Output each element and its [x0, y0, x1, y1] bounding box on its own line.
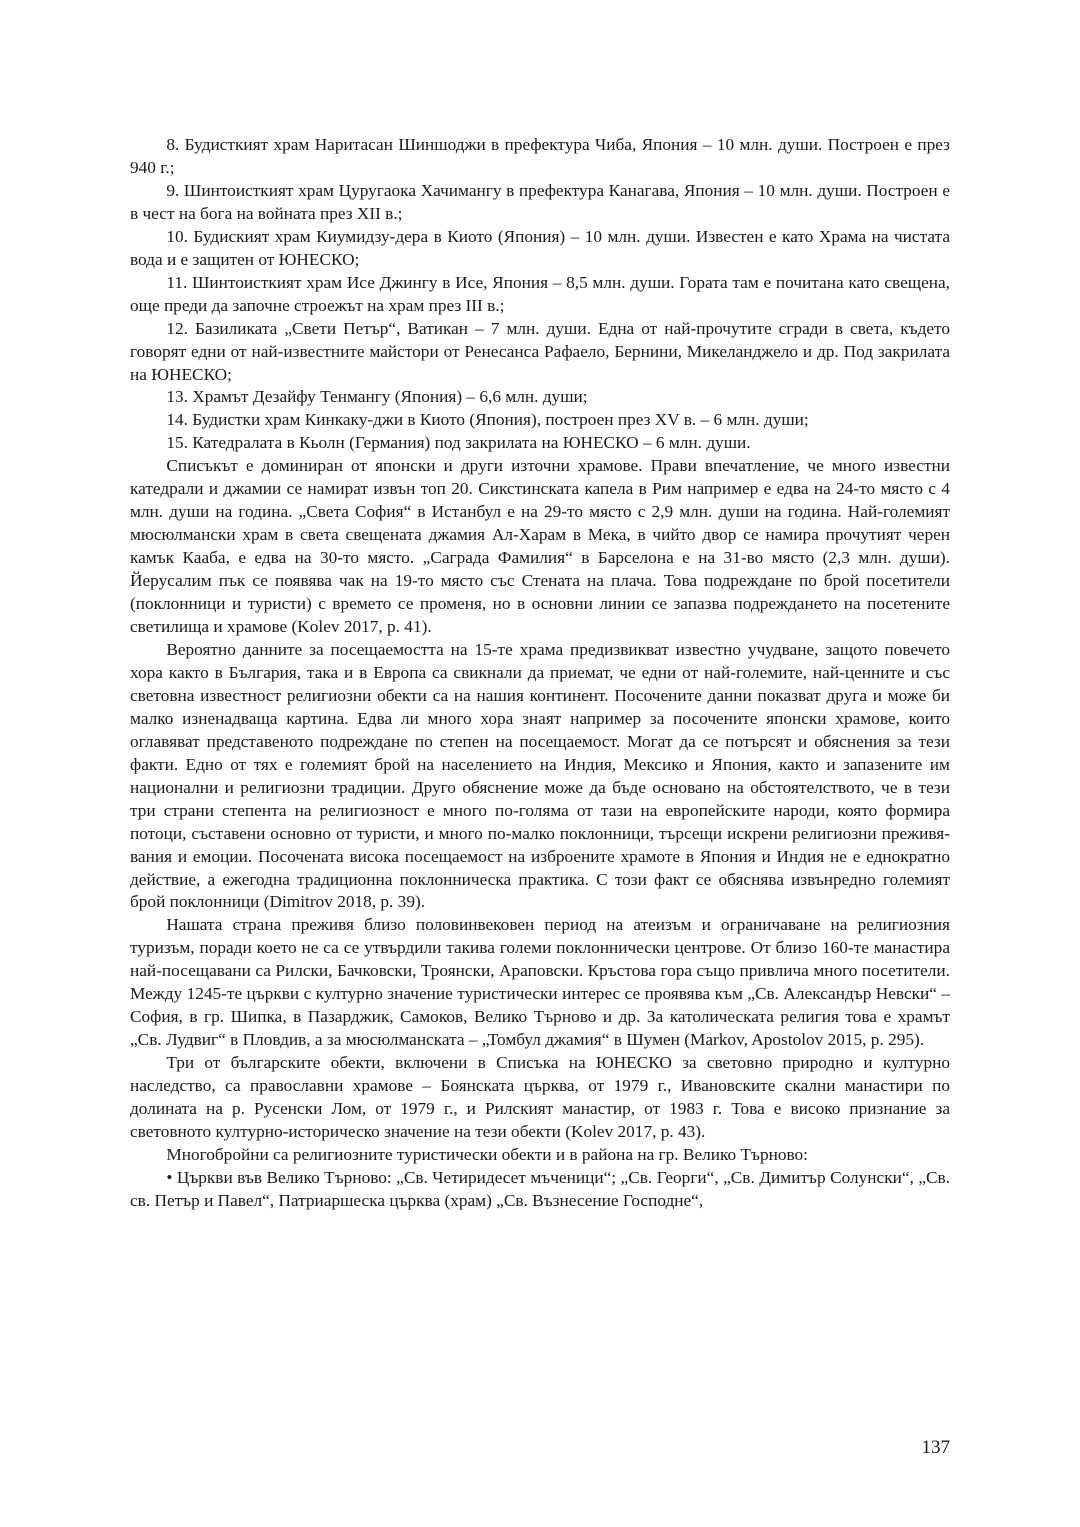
list-item-11: 11. Шинтоисткият храм Исе Джингу в Исе, Япония – 8,5 млн. души. Гората там е почитана като свещена, още преди да започне строежът на храм през III в.;: [130, 272, 950, 315]
paragraph-attendance-explanation: Вероятно данните за посещаемостта на 15-те храма предизвикват известно учудване, защото повечето хора както в България, така и в Европа са свикнали да приемат, че едни от най-големите, най-ценните и със световна известност религиозни обекти са на нашия континент. Посочените данни показват друга и може би малко изненадваща картина. Едва ли много хора знаят например за посочените японски храмове, които оглавяват представеното подреждане по степен на посещаемост. Могат да се потърсят и обяснения за тези факти. Едно от тях е големият брой на населението на Индия, Мексико и Япония, както и запазените им национални и религиозни традиции. Друго обяснение може да бъде основано на обстоятелството, че в тези три страни степента на религиозност е много по-голяма от тази на европейските народи, която формира потоци, съставени основно от туристи, и много по-малко поклонници, търсещи искрени религиозни преживявания и емоции. Посочената висока посещаемост на изброените храмоте в Япония и Индия не е еднократно действие, а ежегодна традиционна поклонническа практика. С този факт се обяснява извънредно големият брой поклонници (Dimitrov 2018, p. 39).: [130, 639, 950, 912]
list-item-10: 10. Будиският храм Киумидзу-дера в Киото (Япония) – 10 млн. души. Известен е като Храма на чистата вода и е защитен от ЮНЕСКО;: [130, 226, 950, 269]
paragraph-bulgaria-pilgrimage: Нашата страна преживя близо половинвековен период на атеизъм и ограничаване на религиозния туризъм, поради което не са се утвърдили такива големи поклоннически центрове. От близо 160-те манастира най-посещавани са Рилски, Бачковски, Троянски, Араповски. Кръстова гора също привлича много посетители. Между 1245-те църкви с културно значение туристически интерес се проявява към „Св. Александър Невски“ – София, в гр. Шипка, в Пазарджик, Самоков, Велико Търново и др. За католическата религия това е храмът „Св. Лудвиг“ в Пловдив, а за мюсюлманската – „Томбул джамия“ в Шумен (Markov, Apostolov 2015, p. 295).: [130, 915, 950, 1050]
list-item-13: 13. Храмът Дезайфу Тенмангу (Япония) – 6,6 млн. души;: [166, 387, 588, 407]
list-item-12: 12. Базиликата „Свети Петър“, Ватикан – 7 млн. души. Една от най-прочутите сгради в света, където говорят едни от най-известните майстори от Ренесанса Рафаело, Бернини, Микеланджело и др. Под закрилата на ЮНЕСКО;: [130, 318, 950, 384]
bullet-item-churches: • Църкви във Велико Търново: „Св. Четиридесет мъченици“; „Св. Георги“, „Св. Димитър Солунски“, „Св. св. Петър и Павел“, Патриаршеска църква (храм) „Св. Възнесение Господне“,: [130, 1167, 950, 1210]
list-item-8: 8. Будисткият храм Наритасан Шиншоджи в префектура Чиба, Япония – 10 млн. души. Построен е през 940 г.;: [130, 135, 950, 177]
list-item-15: 15. Катедралата в Кьолн (Германия) под закрилата на ЮНЕСКО – 6 млн. души.: [166, 433, 751, 453]
page-number: 137: [921, 1437, 950, 1458]
document-body: [130, 134, 950, 1213]
paragraph-list-analysis: Списъкът е доминиран от японски и други източни храмове. Прави впечатление, че много известни катедрали и джамии се намират извън топ 20. Сикстинската капела в Рим например е едва на 24-то място с 4 млн. души на година. „Света София“ в Истанбул е на 29-то място с 2,9 млн. души на година. Най-големият мюсюлмански храм в света свещената джамия Ал-Харам в Мека, в чийто двор се намира прочутият черен камък Кааба, е едва на 30-то място. „Саграда Фамилия“ в Барселона е на 31-во място (2,3 млн. души). Йерусалим пък се появява чак на 19-то място със Стената на плача. Това подреждане по брой посетители (поклонници и туристи) с времето се променя, но в основни линии се запазва подреждането на посетените светилища и храмове (Kolev 2017, p. 41).: [130, 456, 950, 637]
paragraph-veliko-tarnovo-intro: Многобройни са религиозните туристически обекти и в района на гр. Велико Търново:: [166, 1144, 808, 1164]
list-item-9: 9. Шинтоисткият храм Цуругаока Хачимангу в префектура Канагава, Япония – 10 млн. души. Построен е в чест на бога на войната през XII в.;: [130, 180, 950, 223]
paragraph-unesco-sites: Три от българските обекти, включени в Списъка на ЮНЕСКО за световно природно и културно наследство, са православни храмове – Боянската църква, от 1979 г., Ивановските скални манастири по долината на р. Русенски Лом, от 1979 г., и Рилският манастир, от 1983 г. Това е високо признание за световното културно-историческо значение на тези обекти (Kolev 2017, p. 43).: [130, 1053, 950, 1141]
list-item-14: 14. Будистки храм Кинкаку-джи в Киото (Япония), построен през XV в. – 6 млн. души;: [166, 410, 809, 430]
